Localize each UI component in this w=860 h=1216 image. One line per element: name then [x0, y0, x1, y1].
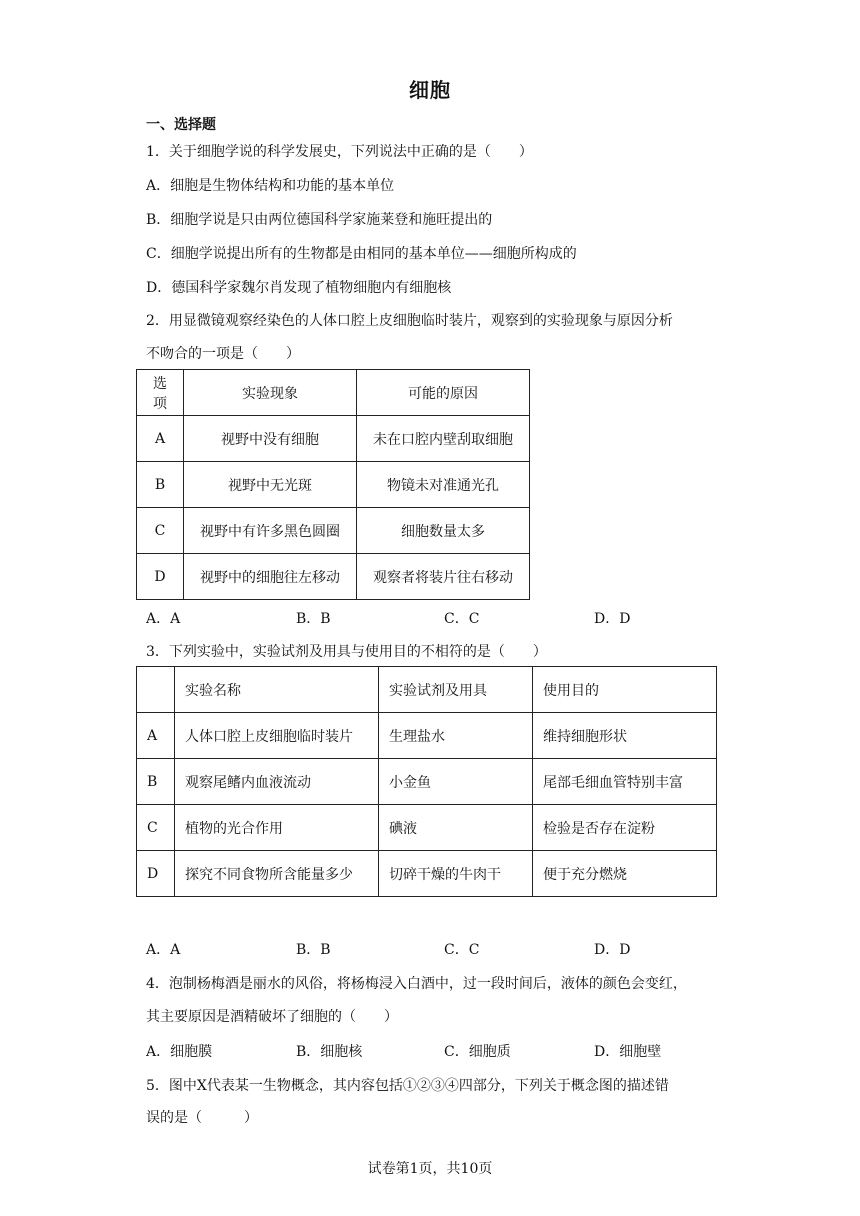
table-header-cell: 使用目的	[533, 667, 717, 713]
table-header-cell: 实验现象	[184, 370, 357, 416]
page-title: 细胞	[409, 78, 451, 102]
table-header-cell: 选项	[137, 370, 184, 416]
table-cell: C	[137, 508, 184, 554]
table-header-cell: 可能的原因	[357, 370, 530, 416]
table-cell: D	[137, 851, 175, 897]
table-cell: 检验是否存在淀粉	[533, 805, 717, 851]
table-cell: A	[137, 416, 184, 462]
table-row	[137, 851, 717, 897]
q5-stem-line2: 误的是（ ）	[146, 1110, 258, 1126]
table-cell: 视野中无光斑	[184, 462, 357, 508]
q2-answer-d: D．D	[594, 611, 631, 627]
table-row	[137, 759, 717, 805]
table-row	[137, 462, 530, 508]
q2-table	[136, 369, 530, 600]
q1-option-c: C．细胞学说提出所有的生物都是由相同的基本单位——细胞所构成的	[146, 246, 577, 262]
table-cell: 观察尾鳍内血液流动	[175, 759, 379, 805]
table-row	[137, 508, 530, 554]
q5-stem-line1: 5．图中X代表某一生物概念，其内容包括①②③④四部分，下列关于概念图的描述错	[146, 1078, 669, 1094]
q3-answer-b: B．B	[296, 942, 331, 958]
table-header-cell: 实验试剂及用具	[379, 667, 533, 713]
table-cell: 细胞数量太多	[357, 508, 530, 554]
table-cell: B	[137, 759, 175, 805]
table-header-row	[137, 667, 717, 713]
table-cell: 视野中没有细胞	[184, 416, 357, 462]
table-row	[137, 416, 530, 462]
q2-stem-line1: 2．用显微镜观察经染色的人体口腔上皮细胞临时装片，观察到的实验现象与原因分析	[146, 313, 673, 329]
table-cell: 视野中有许多黑色圆圈	[184, 508, 357, 554]
q4-answer-d: D．细胞壁	[594, 1044, 662, 1060]
q3-answer-d: D．D	[594, 942, 631, 958]
q4-stem-line2: 其主要原因是酒精破坏了细胞的（ ）	[146, 1009, 398, 1025]
q4-stem-line1: 4．泡制杨梅酒是丽水的风俗，将杨梅浸入白酒中，过一段时间后，液体的颜色会变红，	[146, 976, 687, 992]
table-cell: 视野中的细胞往左移动	[184, 554, 357, 600]
table-header-row	[137, 370, 530, 416]
q1-option-b: B．细胞学说是只由两位德国科学家施莱登和施旺提出的	[146, 212, 493, 228]
q1-option-a: A．细胞是生物体结构和功能的基本单位	[146, 178, 395, 194]
q2-answer-b: B．B	[296, 611, 331, 627]
table-cell: 物镜未对准通光孔	[357, 462, 530, 508]
table-row	[137, 805, 717, 851]
q1-stem: 1．关于细胞学说的科学发展史，下列说法中正确的是（ ）	[146, 144, 533, 160]
table-header-cell	[137, 667, 175, 713]
table-cell: 未在口腔内壁刮取细胞	[357, 416, 530, 462]
table-row	[137, 554, 530, 600]
q2-answer-c: C．C	[444, 611, 480, 627]
q3-answer-a: A．A	[146, 942, 181, 958]
table-cell: 便于充分燃烧	[533, 851, 717, 897]
table-cell: 尾部毛细血管特别丰富	[533, 759, 717, 805]
table-row	[137, 713, 717, 759]
q3-table	[136, 666, 717, 897]
table-cell: 人体口腔上皮细胞临时装片	[175, 713, 379, 759]
table-cell: A	[137, 713, 175, 759]
page-footer: 试卷第1页，共10页	[367, 1161, 493, 1177]
table-cell: 生理盐水	[379, 713, 533, 759]
q2-answer-a: A．A	[146, 611, 181, 627]
table-cell: B	[137, 462, 184, 508]
q3-answer-c: C．C	[444, 942, 480, 958]
table-cell: C	[137, 805, 175, 851]
q4-answer-b: B．细胞核	[296, 1044, 363, 1060]
table-cell: 观察者将装片往右移动	[357, 554, 530, 600]
q4-answer-c: C．细胞质	[444, 1044, 511, 1060]
table-cell: 碘液	[379, 805, 533, 851]
q1-option-d: D．德国科学家魏尔肖发现了植物细胞内有细胞核	[146, 280, 452, 296]
q3-stem: 3．下列实验中，实验试剂及用具与使用目的不相符的是（ ）	[146, 644, 547, 660]
table-cell: 植物的光合作用	[175, 805, 379, 851]
q4-answer-a: A．细胞膜	[146, 1044, 213, 1060]
table-cell: 小金鱼	[379, 759, 533, 805]
table-cell: 探究不同食物所含能量多少	[175, 851, 379, 897]
table-cell: D	[137, 554, 184, 600]
table-header-cell: 实验名称	[175, 667, 379, 713]
section-heading: 一、选择题	[146, 117, 216, 133]
q2-stem-line2: 不吻合的一项是（ ）	[146, 346, 300, 362]
table-cell: 维持细胞形状	[533, 713, 717, 759]
table-cell: 切碎干燥的牛肉干	[379, 851, 533, 897]
